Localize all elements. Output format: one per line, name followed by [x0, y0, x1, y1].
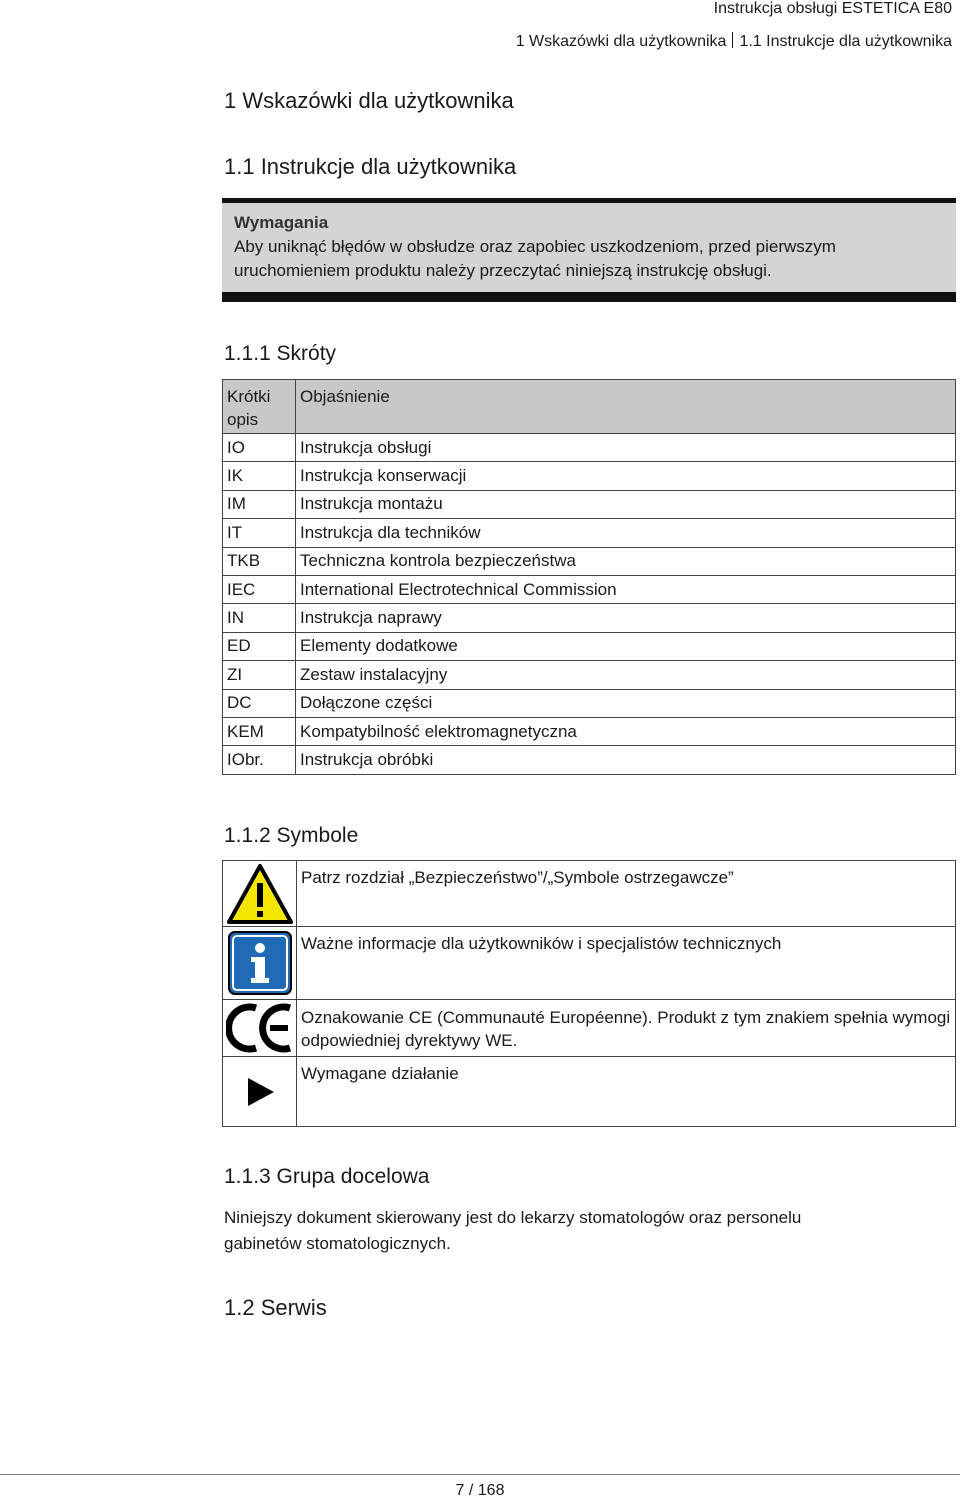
abbreviation-short: KEM	[223, 717, 296, 745]
running-header-title: Instrukcja obsługi ESTETICA E80	[713, 0, 952, 17]
symbol-description: Wymagane działanie	[297, 1057, 956, 1127]
abbreviation-explanation: Instrukcja obsługi	[296, 434, 956, 462]
abbreviation-short: DC	[223, 689, 296, 717]
abbreviation-short: IK	[223, 462, 296, 490]
symbol-cell	[223, 861, 297, 927]
abbreviation-short: IN	[223, 604, 296, 632]
table-row	[223, 717, 956, 745]
abbreviation-explanation: International Electrotechnical Commission	[296, 575, 956, 603]
abbreviation-explanation: Dołączone części	[296, 689, 956, 717]
table-row	[223, 490, 956, 518]
target-group-heading: 1.1.3 Grupa docelowa	[224, 1165, 430, 1188]
symbols-table	[222, 860, 956, 1127]
breadcrumb-chapter: 1 Wskazówki dla użytkownika	[515, 33, 727, 50]
section-heading: 1.1 Instrukcje dla użytkownika	[224, 154, 517, 179]
table-row	[223, 661, 956, 689]
column-header-short: Krótki opis	[223, 380, 296, 434]
abbreviation-explanation: Instrukcja obróbki	[296, 746, 956, 774]
symbol-description: Oznakowanie CE (Communauté Européenne). Produkt z tym znakiem spełnia wymogi odpowiedniej dyrektywy WE.	[297, 1000, 956, 1057]
abbreviation-short: IObr.	[223, 746, 296, 774]
abbreviation-explanation: Techniczna kontrola bezpieczeństwa	[296, 547, 956, 575]
ce-mark-icon	[226, 1002, 294, 1054]
table-row	[223, 689, 956, 717]
table-row	[223, 927, 956, 1000]
symbol-cell	[223, 1000, 297, 1057]
abbreviations-heading: 1.1.1 Skróty	[224, 342, 337, 365]
abbreviation-short: IM	[223, 490, 296, 518]
target-group-text: Niniejszy dokument skierowany jest do lekarzy stomatologów oraz personelu gabinetów stomatologicznych.	[224, 1208, 802, 1253]
play-arrow-icon	[240, 1072, 280, 1112]
symbol-cell	[223, 927, 297, 1000]
service-heading: 1.2 Serwis	[224, 1295, 327, 1320]
info-icon	[227, 930, 293, 996]
table-row	[223, 462, 956, 490]
table-header-row	[223, 380, 956, 434]
abbreviation-explanation: Instrukcja naprawy	[296, 604, 956, 632]
table-row	[223, 575, 956, 603]
abbreviation-explanation: Kompatybilność elektromagnetyczna	[296, 717, 956, 745]
requirement-text: Aby uniknąć błędów w obsłudze oraz zapobiec uszkodzeniom, przed pierwszym uruchomieniem produktu należy przeczytać niniejszą instrukcję obsługi.	[234, 237, 836, 280]
abbreviation-explanation: Instrukcja konserwacji	[296, 462, 956, 490]
column-header-explanation: Objaśnienie	[296, 380, 956, 434]
abbreviation-explanation: Zestaw instalacyjny	[296, 661, 956, 689]
requirement-box	[222, 198, 956, 302]
footer-divider	[0, 1474, 960, 1475]
chapter-heading: 1 Wskazówki dla użytkownika	[224, 88, 514, 113]
table-row	[223, 604, 956, 632]
page-number: 7 / 168	[455, 1482, 505, 1499]
abbreviation-explanation: Instrukcja montażu	[296, 490, 956, 518]
abbreviation-short: IO	[223, 434, 296, 462]
table-row	[223, 632, 956, 660]
abbreviations-table-body	[223, 434, 956, 775]
breadcrumb-separator	[732, 32, 733, 48]
abbreviation-short: ED	[223, 632, 296, 660]
symbol-cell	[223, 1057, 297, 1127]
symbol-description: Ważne informacje dla użytkowników i specjalistów technicznych	[297, 927, 956, 1000]
table-row	[223, 434, 956, 462]
running-header-breadcrumb	[516, 32, 952, 51]
abbreviation-short: TKB	[223, 547, 296, 575]
symbols-heading: 1.1.2 Symbole	[224, 824, 359, 847]
abbreviation-explanation: Instrukcja dla techników	[296, 519, 956, 547]
abbreviation-short: ZI	[223, 661, 296, 689]
symbol-description: Patrz rozdział „Bezpieczeństwo”/„Symbole ostrzegawcze”	[297, 861, 956, 927]
abbreviations-table	[222, 379, 956, 775]
table-row	[223, 547, 956, 575]
abbreviation-short: IT	[223, 519, 296, 547]
breadcrumb-section: 1.1 Instrukcje dla użytkownika	[739, 33, 952, 50]
abbreviation-short: IEC	[223, 575, 296, 603]
table-row	[223, 1000, 956, 1057]
requirement-title: Wymagania	[234, 213, 329, 232]
table-row	[223, 519, 956, 547]
warning-triangle-icon	[226, 863, 294, 925]
table-row	[223, 861, 956, 927]
table-row	[223, 746, 956, 774]
table-row	[223, 1057, 956, 1127]
abbreviation-explanation: Elementy dodatkowe	[296, 632, 956, 660]
